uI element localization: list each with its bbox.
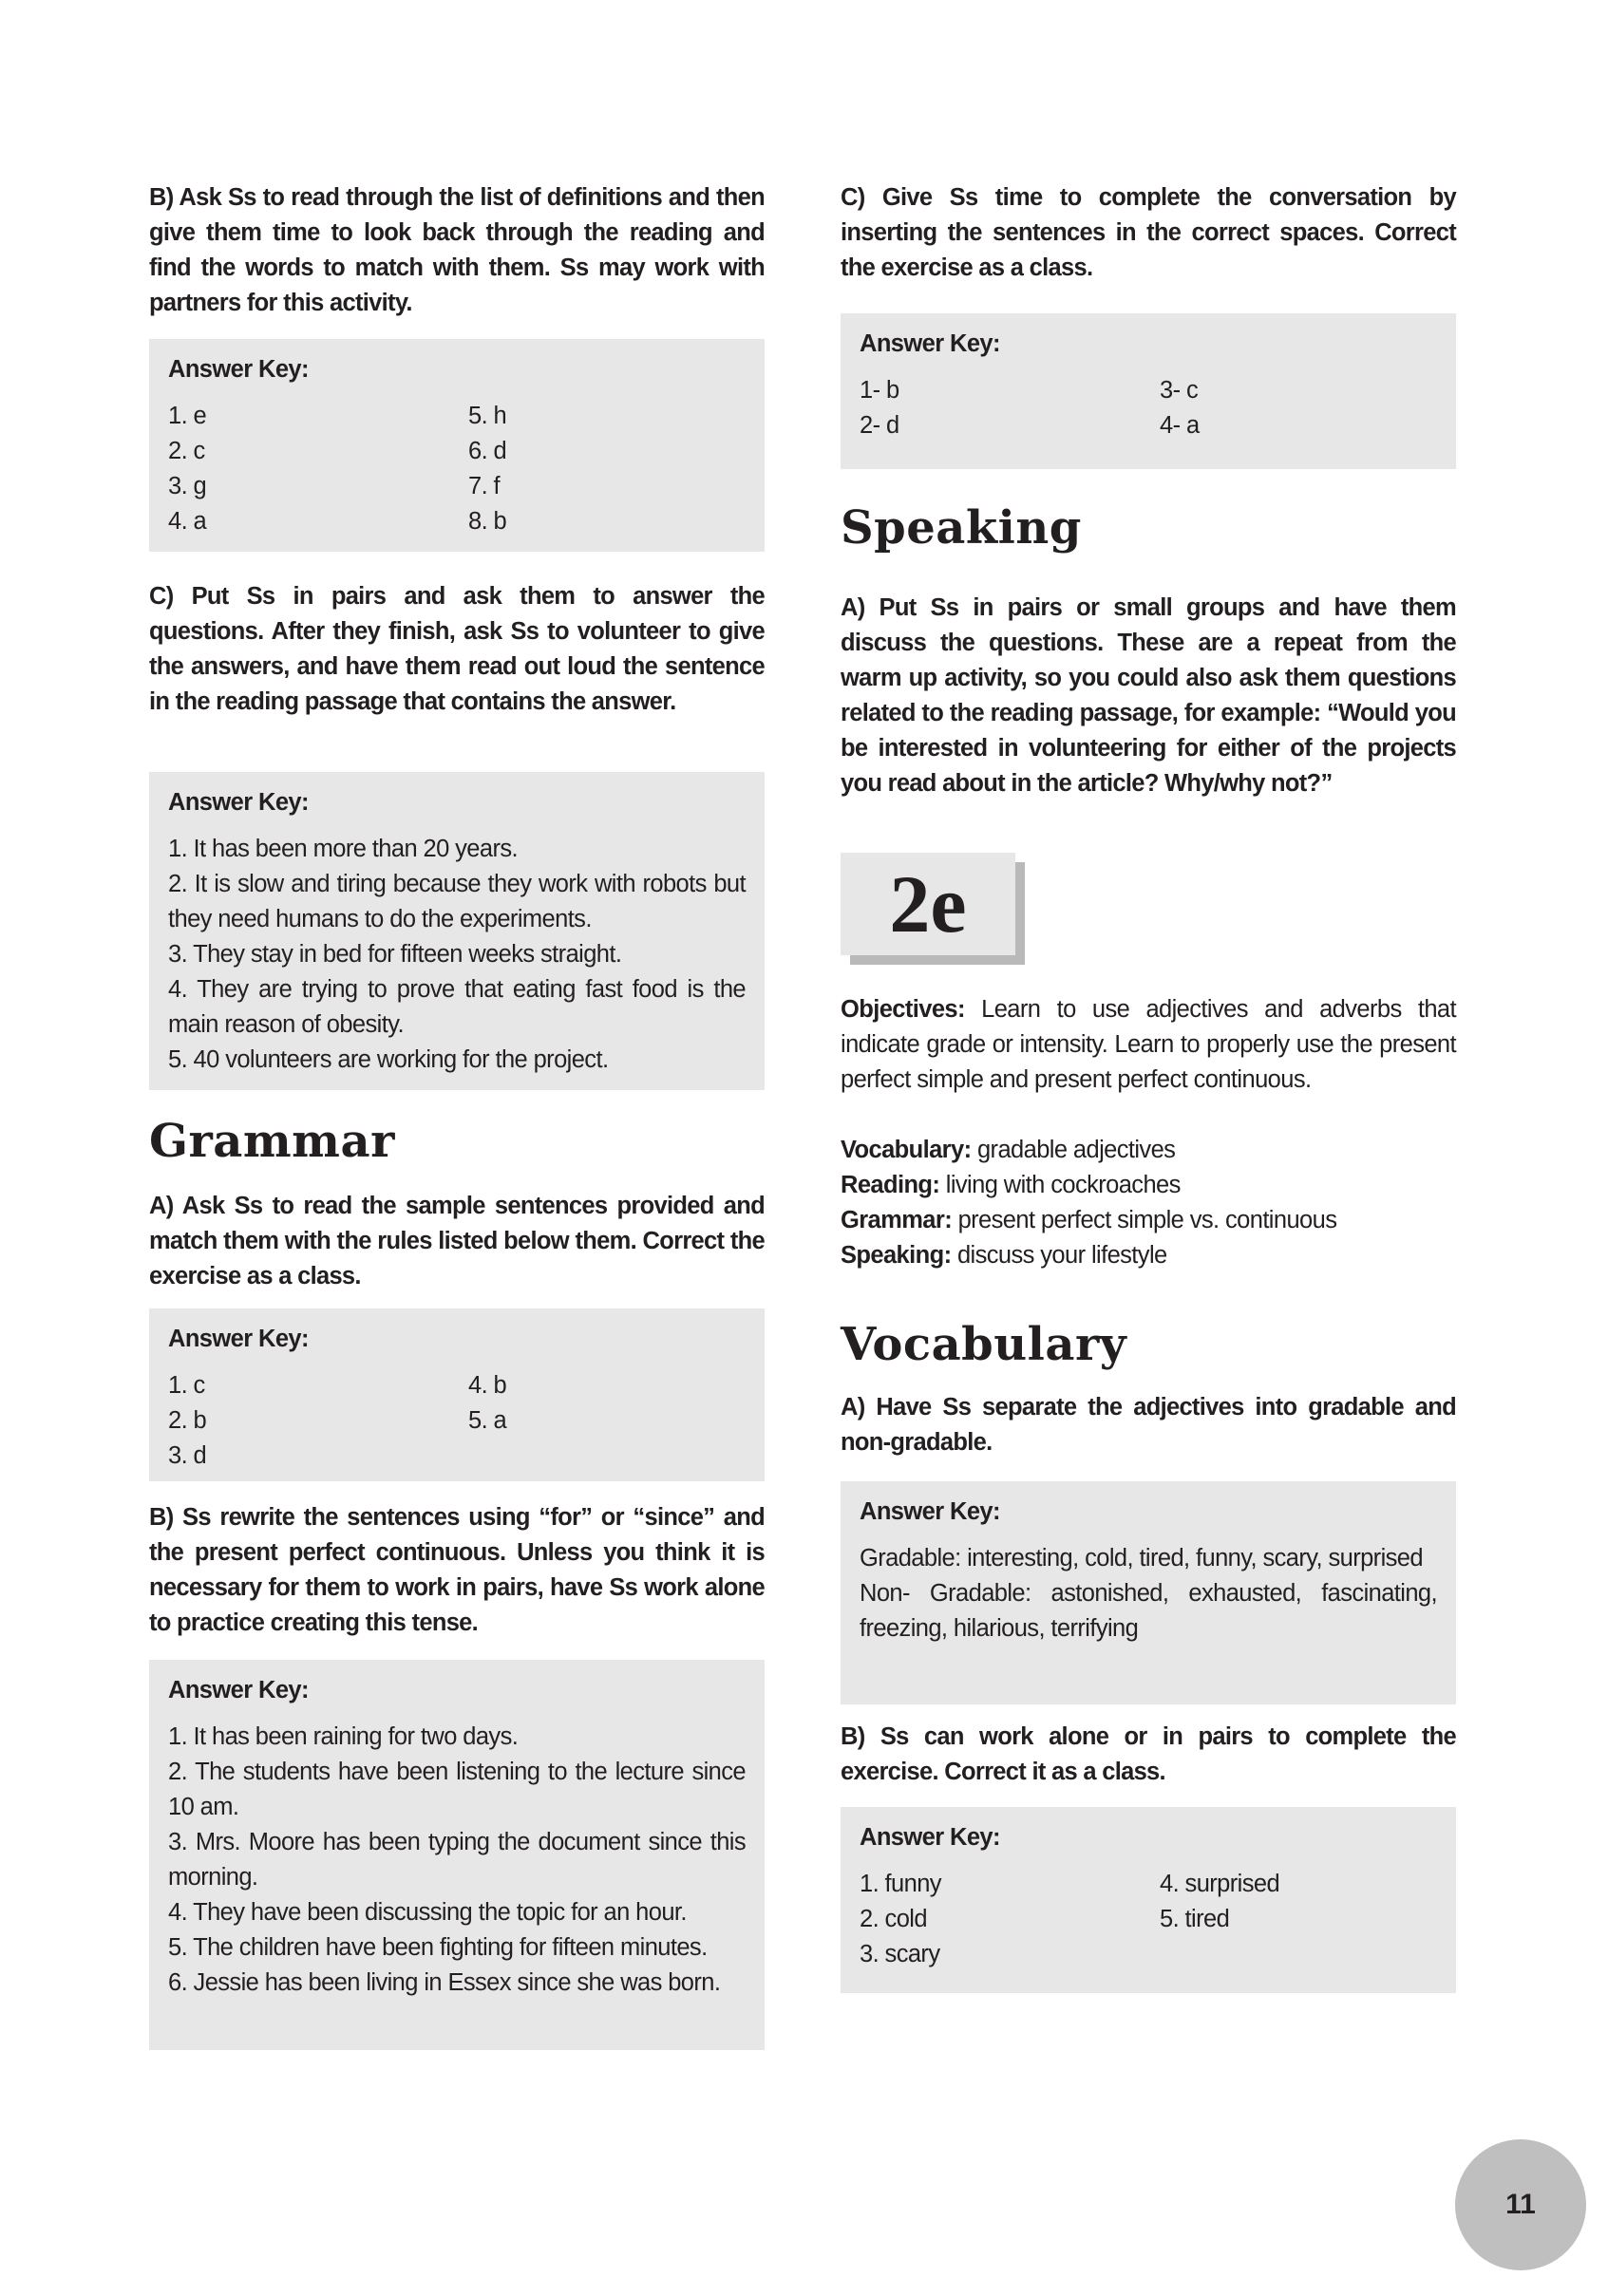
answer: 5. tired	[1160, 1906, 1230, 1932]
summary-text: gradable adjectives	[971, 1137, 1176, 1163]
answer-key-title: Answer Key:	[168, 1326, 309, 1352]
answer: 7. f	[468, 473, 501, 499]
answer: 5. a	[468, 1407, 507, 1434]
vocabulary-b-instruction: B) Ss can work alone or in pairs to complete the exercise. Correct it as a class.	[841, 1723, 1456, 1785]
answer: 5. h	[468, 403, 507, 429]
objectives	[841, 992, 1456, 1098]
answer: 1. It has been raining for two days.	[168, 1723, 519, 1750]
page-number: 11	[1455, 2139, 1586, 2270]
answer: 2. c	[168, 438, 205, 464]
summary-text: present perfect simple vs. continuous	[952, 1207, 1337, 1233]
answer: 8. b	[468, 508, 507, 535]
objectives-text: Learn to use adjectives and adverbs that indicate grade or intensity. Learn to properly use the present perfect simple and present perfect continuous.	[841, 996, 1456, 1093]
answer-key-box	[841, 1807, 1456, 1993]
vocabulary-a-instruction: A) Have Ss separate the adjectives into gradable and non-gradable.	[841, 1394, 1456, 1456]
answer: 3. Mrs. Moore has been typing the document since this morning.	[168, 1829, 746, 1891]
summary-label: Speaking:	[841, 1242, 952, 1269]
summary-text: living with cockroaches	[939, 1172, 1181, 1198]
answer: 3. They stay in bed for fifteen weeks straight.	[168, 941, 622, 968]
answer-key-title: Answer Key:	[860, 1824, 1000, 1851]
answer: 4. b	[468, 1372, 507, 1399]
grammar-heading: Grammar	[149, 1115, 395, 1168]
answer: 2. b	[168, 1407, 207, 1434]
conversation-c-instruction: C) Give Ss time to complete the conversation by inserting the sentences in the correct spaces. Correct the exercise as a class.	[841, 184, 1456, 281]
answer: 5. The children have been fighting for fifteen minutes.	[168, 1934, 708, 1961]
summary-item	[841, 1203, 1456, 1238]
answer-key-box	[149, 1308, 765, 1481]
answer: 2. It is slow and tiring because they work with robots but they need humans to do the experiments.	[168, 871, 746, 932]
summary-text: discuss your lifestyle	[951, 1242, 1167, 1269]
answer: 4. a	[168, 508, 207, 535]
answer: 3. d	[168, 1442, 207, 1469]
summary-item	[841, 1168, 1456, 1203]
answer: 2. The students have been listening to the lecture since 10 am.	[168, 1759, 746, 1820]
summary-label: Grammar:	[841, 1207, 953, 1233]
speaking-heading: Speaking	[841, 501, 1082, 555]
answer: 4. surprised	[1160, 1871, 1280, 1897]
answer: Non- Gradable: astonished, exhausted, fascinating, freezing, hilarious, terrifying	[860, 1580, 1437, 1642]
answer-key-title: Answer Key:	[860, 330, 1000, 357]
reading-b-instruction: B) Ask Ss to read through the list of definitions and then give them time to look back through the reading and find the words to match with them. Ss may work with partners for this activity.	[149, 184, 765, 316]
answer: 1. e	[168, 403, 207, 429]
summary-label: Reading:	[841, 1172, 940, 1198]
answer: 4- a	[1160, 412, 1200, 439]
answer: 4. They have been discussing the topic for an hour.	[168, 1899, 687, 1926]
answer-key-box	[149, 339, 765, 552]
answer-key-box	[149, 772, 765, 1090]
reading-c-instruction: C) Put Ss in pairs and ask them to answer the questions. After they finish, ask Ss to volunteer to give the answers, and have them read out loud the sentence in the reading passage that contains the answer.	[149, 583, 765, 715]
unit-tag: 2e	[841, 853, 1015, 955]
answer: 1- b	[860, 377, 899, 404]
speaking-a-instruction: A) Put Ss in pairs or small groups and have them discuss the questions. These are a repeat from the warm up activity, so you could also ask them questions related to the reading passage, for example: “Would you be interested in volunteering for either of the projects you read about in the article? Why/why not?”	[841, 594, 1456, 797]
answer: 5. 40 volunteers are working for the project.	[168, 1046, 609, 1073]
answer: 1. It has been more than 20 years.	[168, 836, 519, 862]
answer: 2. cold	[860, 1906, 927, 1932]
summary-item	[841, 1238, 1456, 1273]
answer-key-title: Answer Key:	[168, 789, 309, 816]
answer-key-title: Answer Key:	[168, 356, 309, 383]
answer: 3. g	[168, 473, 207, 499]
lesson-summary	[841, 1133, 1456, 1273]
objectives-label: Objectives:	[841, 996, 965, 1023]
answer: 3- c	[1160, 377, 1199, 404]
answer: 3. scary	[860, 1941, 940, 1967]
grammar-a-instruction: A) Ask Ss to read the sample sentences provided and match them with the rules listed below them. Correct the exercise as a class.	[149, 1193, 765, 1289]
answer: 2- d	[860, 412, 899, 439]
answer-key-box	[841, 313, 1456, 469]
answer: 1. funny	[860, 1871, 941, 1897]
grammar-b-instruction: B) Ss rewrite the sentences using “for” or “since” and the present perfect continuous. Unless you think it is necessary for them to work in pairs, have Ss work alone to practice creating this tense.	[149, 1504, 765, 1636]
answer-key-box	[149, 1660, 765, 2050]
answer: 1. c	[168, 1372, 205, 1399]
answer: Gradable: interesting, cold, tired, funny, scary, surprised	[860, 1545, 1423, 1571]
answer-key-box	[841, 1481, 1456, 1704]
vocabulary-heading: Vocabulary	[841, 1318, 1127, 1371]
answer: 6. Jessie has been living in Essex since she was born.	[168, 1969, 721, 1996]
summary-item	[841, 1133, 1456, 1168]
answer-key-title: Answer Key:	[860, 1498, 1000, 1525]
answer: 6. d	[468, 438, 507, 464]
answer-key-title: Answer Key:	[168, 1677, 309, 1703]
summary-label: Vocabulary:	[841, 1137, 972, 1163]
answer: 4. They are trying to prove that eating fast food is the main reason of obesity.	[168, 976, 746, 1038]
